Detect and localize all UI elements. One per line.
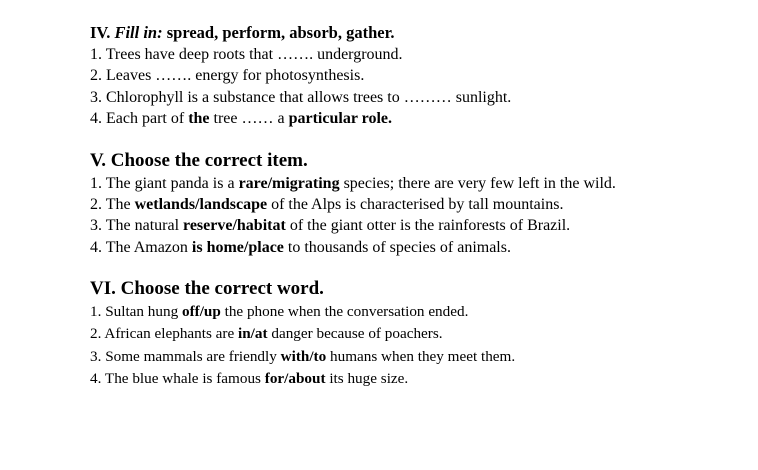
list-item: 2. Leaves ……. energy for photosynthesis.: [90, 67, 365, 85]
section-vi-heading: VI. Choose the correct word.: [90, 278, 324, 300]
choice-option: off/up: [181, 303, 221, 321]
section-iv-end: .: [390, 23, 395, 42]
choice-option: is home/place: [191, 238, 284, 256]
list-item: 1. Trees have deep roots that ……. underground.: [90, 46, 403, 63]
choice-option: wetlands/landscape: [134, 196, 268, 214]
section-iv: [90, 22, 650, 130]
choice-option: rare/migrating: [238, 174, 340, 192]
section-v-heading: V. Choose the correct item.: [90, 149, 308, 171]
section-iv-heading: [90, 22, 650, 44]
list-item: 1. The giant panda is a rare/migrating species; there are very few left in the wild.: [90, 174, 616, 192]
list-item: 3. The natural reserve/habitat of the giant otter is the rainforests of Brazil.: [90, 217, 571, 235]
list-item: 4. Each part of the tree …… a particular role.: [90, 110, 392, 128]
list-item: 2. The wetlands/landscape of the Alps is characterised by tall mountains.: [90, 196, 564, 214]
choice-option: in/at: [238, 325, 268, 343]
list-item: 3. Chlorophyll is a substance that allows trees to ……… sunlight.: [90, 88, 512, 106]
section-iv-word-bank: spread, perform, absorb, gather: [166, 23, 391, 42]
list-item: 4. The blue whale is famous for/about its huge size.: [90, 369, 409, 387]
section-iv-instruction: Fill in:: [114, 23, 163, 42]
list-item: 4. The Amazon is home/place to thousands of species of animals.: [90, 238, 511, 256]
choice-option: for/about: [264, 369, 326, 387]
section-iv-number: IV.: [90, 23, 111, 42]
choice-option: reserve/habitat: [183, 217, 286, 235]
section-vi: [90, 277, 650, 390]
worksheet: [90, 22, 650, 390]
choice-option: with/to: [280, 347, 327, 365]
list-item: 1. Sultan hung off/up the phone when the conversation ended.: [90, 303, 469, 321]
section-v: [90, 149, 650, 259]
list-item: 2. African elephants are in/at danger because of poachers.: [90, 325, 443, 343]
list-item: 3. Some mammals are friendly with/to humans when they meet them.: [90, 347, 516, 365]
